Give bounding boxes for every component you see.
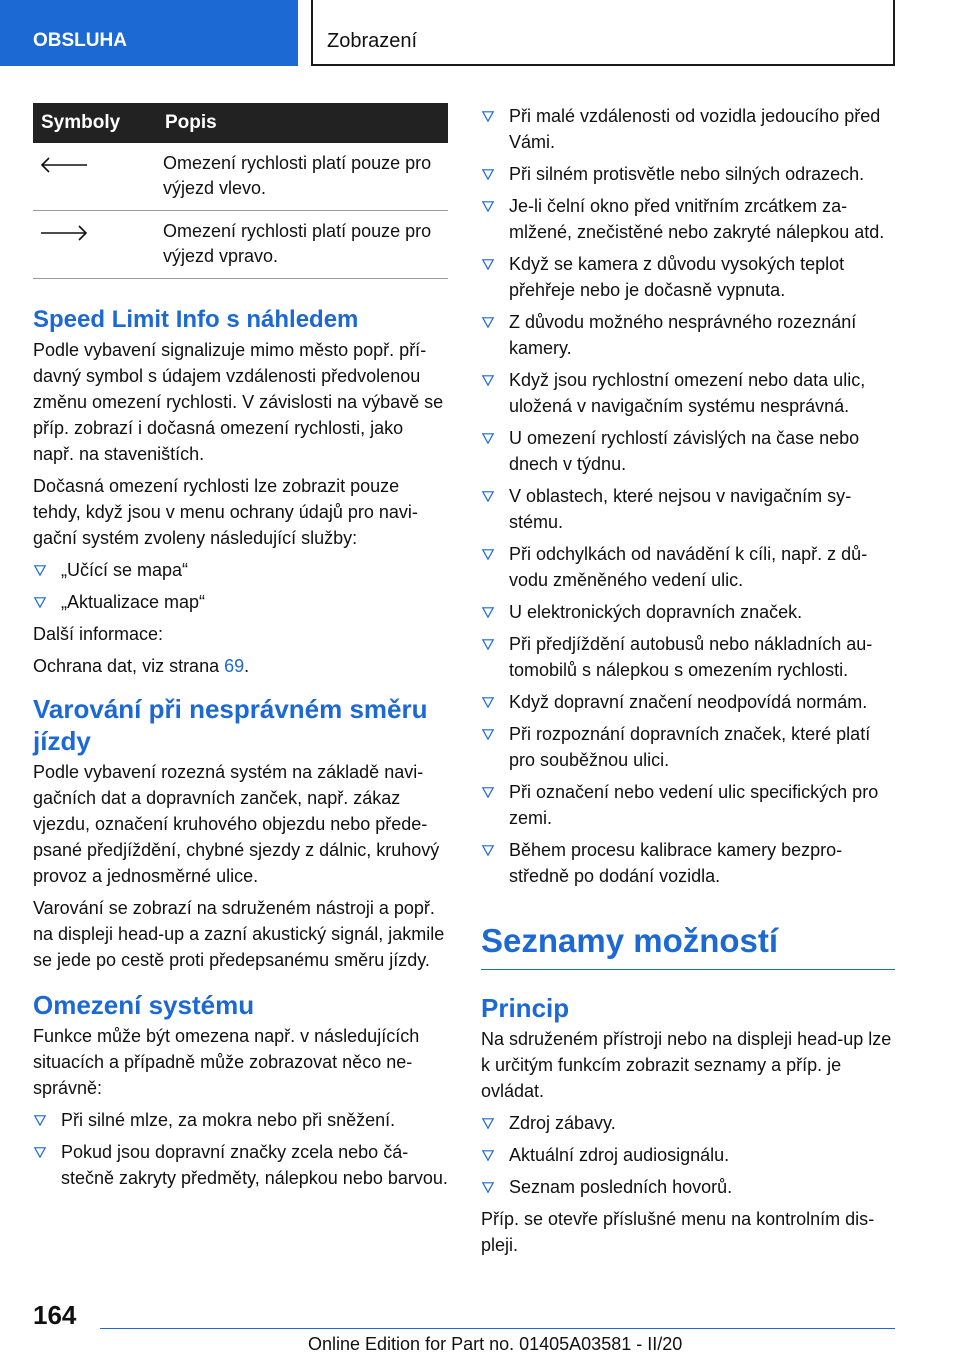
list-item: „Učící se mapa“ bbox=[33, 557, 448, 583]
triangle-bullet-icon bbox=[482, 787, 494, 798]
page-number: 164 bbox=[33, 1300, 77, 1330]
triangle-bullet-icon bbox=[34, 1115, 46, 1126]
list-item: Když se kamera z důvodu vysokých teplot přehřeje nebo je dočasně vypnuta. bbox=[481, 251, 895, 303]
triangle-bullet-icon bbox=[482, 259, 494, 270]
paragraph: Varování se zobrazí na sdruženém nástroji a popř. na displeji head-up a zazní akustický signál, jakmile se jede po cestě proti předepsanému směru jízdy. bbox=[33, 898, 445, 970]
table-header-symbols: Symboly bbox=[33, 103, 155, 143]
left-column bbox=[33, 103, 448, 1197]
table-cell-description: Omezení rychlosti platí pouze pro výjezd vpravo. bbox=[155, 211, 448, 279]
paragraph: Podle vybavení rozezná systém na základě navigačních dat a dopravních zanček, např. zákaz vjezdu, označení kruhového objezdu nebo předepsané předjíždění, chybné sjezdy z dálnic, kruhový provoz a jednosměrné ulice. bbox=[33, 762, 440, 886]
table-row bbox=[33, 211, 448, 279]
triangle-bullet-icon bbox=[482, 111, 494, 122]
triangle-bullet-icon bbox=[482, 169, 494, 180]
arrow-right-icon bbox=[39, 223, 89, 243]
section-heading-wrong-way: Varování při nesprávném směru jízdy bbox=[33, 694, 428, 756]
list-item: Při silné mlze, za mokra nebo při sněžení. bbox=[33, 1107, 448, 1133]
triangle-bullet-icon bbox=[482, 1182, 494, 1193]
table-row bbox=[33, 143, 448, 211]
list-item: Při rozpoznání dopravních značek, které platí pro souběžnou ulici. bbox=[481, 721, 895, 773]
triangle-bullet-icon bbox=[34, 565, 46, 576]
triangle-bullet-icon bbox=[482, 201, 494, 212]
triangle-bullet-icon bbox=[482, 729, 494, 740]
triangle-bullet-icon bbox=[34, 597, 46, 608]
list-item: U elektronických dopravních značek. bbox=[481, 599, 895, 625]
list-item: Při odchylkách od navádění k cíli, např. z důvodu změněného vedení ulic. bbox=[481, 541, 895, 593]
list-item: Při předjíždění autobusů nebo nákladních automobilů s nálepkou s omezením rychlosti. bbox=[481, 631, 895, 683]
bullet-list bbox=[33, 557, 448, 615]
list-item: Při označení nebo vedení ulic specifických pro zemi. bbox=[481, 779, 895, 831]
arrow-left-icon bbox=[39, 155, 89, 175]
page-header bbox=[0, 0, 960, 66]
triangle-bullet-icon bbox=[482, 607, 494, 618]
list-item: Zdroj zábavy. bbox=[481, 1110, 895, 1136]
list-item: Při silném protisvětle nebo silných odrazech. bbox=[481, 161, 895, 187]
triangle-bullet-icon bbox=[482, 491, 494, 502]
paragraph: Příp. se otevře příslušné menu na kontrolním displeji. bbox=[481, 1209, 875, 1255]
section-heading-limits: Omezení systému bbox=[33, 990, 255, 1020]
paragraph: Funkce může být omezena např. v následujících situacích a případně může zobrazovat něco nesprávně: bbox=[33, 1026, 420, 1098]
triangle-bullet-icon bbox=[482, 697, 494, 708]
triangle-bullet-icon bbox=[482, 549, 494, 560]
chapter-tab: Zobrazení bbox=[311, 0, 895, 66]
list-item: Aktuální zdroj audiosignálu. bbox=[481, 1142, 895, 1168]
triangle-bullet-icon bbox=[482, 375, 494, 386]
page-link[interactable]: 69 bbox=[224, 656, 245, 676]
paragraph: Další informace: bbox=[33, 624, 164, 644]
list-item: Z důvodu možného nesprávného rozeznání kamery. bbox=[481, 309, 895, 361]
list-item: Při malé vzdálenosti od vozidla jedoucího před Vámi. bbox=[481, 103, 895, 155]
bullet-list bbox=[33, 1107, 448, 1191]
triangle-bullet-icon bbox=[34, 1147, 46, 1158]
table-cell-description: Omezení rychlosti platí pouze pro výjezd vlevo. bbox=[155, 143, 448, 211]
paragraph: Na sdruženém přístroji nebo na displeji head-up lze k určitým funkcím zobrazit seznamy a příp. je ovládat. bbox=[481, 1029, 892, 1101]
triangle-bullet-icon bbox=[482, 433, 494, 444]
triangle-bullet-icon bbox=[482, 317, 494, 328]
footer-rule bbox=[100, 1328, 895, 1329]
list-item: Seznam posledních hovorů. bbox=[481, 1174, 895, 1200]
list-item: Když dopravní značení neodpovídá normám. bbox=[481, 689, 895, 715]
triangle-bullet-icon bbox=[482, 1150, 494, 1161]
triangle-bullet-icon bbox=[482, 639, 494, 650]
list-item: Během procesu kalibrace kamery bezprostředně po dodání vozidla. bbox=[481, 837, 895, 889]
paragraph: Dočasná omezení rychlosti lze zobrazit pouze tehdy, když jsou v menu ochrany údajů pro navigační systém zvoleny následující služby: bbox=[33, 476, 418, 548]
symbols-table bbox=[33, 103, 448, 279]
bullet-list bbox=[481, 103, 895, 889]
list-item: Pokud jsou dopravní značky zcela nebo částečně zakryty předměty, nálepkou nebo barvou. bbox=[33, 1139, 448, 1191]
list-item: „Aktualizace map“ bbox=[33, 589, 448, 615]
table-header-description: Popis bbox=[155, 103, 448, 143]
section-tab: OBSLUHA bbox=[0, 0, 298, 66]
cross-reference: Ochrana dat, viz strana 69. bbox=[33, 656, 250, 676]
bullet-list bbox=[481, 1110, 895, 1200]
triangle-bullet-icon bbox=[482, 1118, 494, 1129]
list-item: U omezení rychlostí závislých na čase nebo dnech v týdnu. bbox=[481, 425, 895, 477]
edition-note: Online Edition for Part no. 01405A03581 - II/20 bbox=[308, 1334, 683, 1354]
section-heading-principle: Princip bbox=[481, 993, 570, 1023]
right-column bbox=[481, 103, 895, 1258]
paragraph: Podle vybavení signalizuje mimo město popř. přídavný symbol s údajem vzdálenosti předvolenou změnu omezení rychlosti. V závislosti na výbavě se příp. zobrazí i dočasná omezení rychlosti, jako např. na staveništích. bbox=[33, 340, 444, 464]
chapter-heading-lists: Seznamy možností bbox=[481, 922, 779, 959]
list-item: Když jsou rychlostní omezení nebo data ulic, uložená v navigačním systému nesprávná. bbox=[481, 367, 895, 419]
list-item: Je-li čelní okno před vnitřním zrcátkem zamlžené, znečistěné nebo zakryté nálepkou atd. bbox=[481, 193, 895, 245]
section-heading-speed-limit: Speed Limit Info s náhledem bbox=[33, 306, 359, 333]
triangle-bullet-icon bbox=[482, 845, 494, 856]
list-item: V oblastech, které nejsou v navigačním systému. bbox=[481, 483, 895, 535]
